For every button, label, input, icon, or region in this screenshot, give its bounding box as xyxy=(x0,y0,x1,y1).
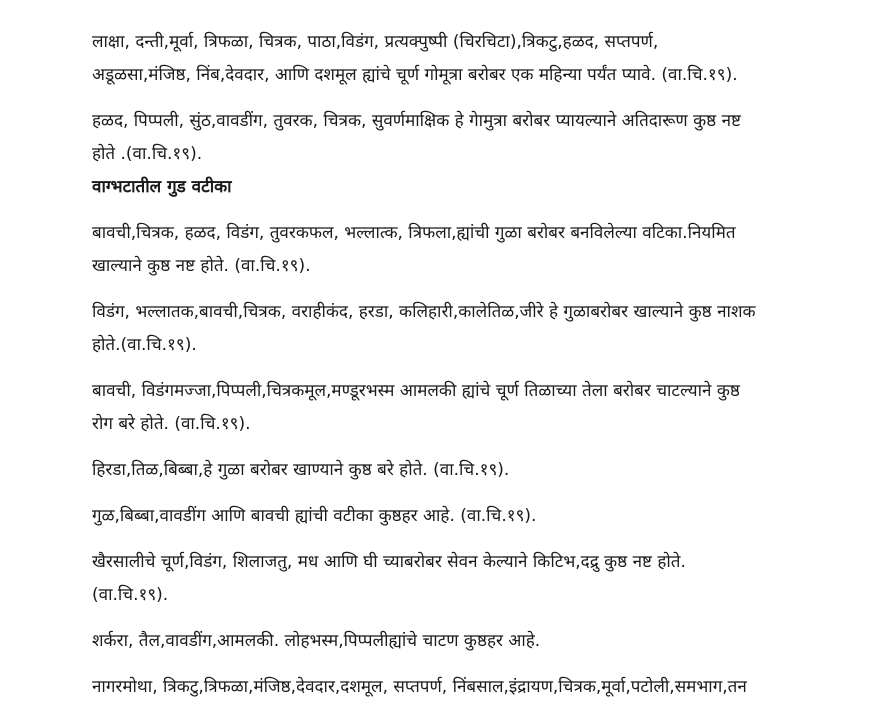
text-line: (वा.चि.१९). xyxy=(92,585,169,605)
section-heading: वाग्भटातील गुड वटीका xyxy=(92,177,232,197)
document-page xyxy=(92,26,792,717)
paragraph-8 xyxy=(92,546,792,612)
text-line: होते.(वा.चि.१९). xyxy=(92,335,197,355)
text-line: खैरसालीचे चूर्ण,विडंग, शिलाजतु, मध आणि घी च्याबरोबर सेवन केल्याने किटिभ,दद्रु कुष्ठ नष्ट होते. xyxy=(92,552,686,572)
text-line: नागरमोथा, त्रिकटु,त्रिफळा,मंजिष्ठ,देवदार,दशमूल, सप्तपर्ण, निंबसाल,इंद्रायण,चित्रक,मूर्वा,पटोली,समभाग,तन xyxy=(92,677,747,697)
text-line: हळद, पिप्पली, सुंठ,वावडींग, तुवरक, चित्रक, सुवर्णमाक्षिक हे गेामुत्रा बरोबर प्यायल्याने अतिदारूण कुष्ठ नष्ट xyxy=(92,111,741,131)
paragraph-6 xyxy=(92,454,792,487)
text-line: विडंग, भल्लातक,बावची,चित्रक, वराहीकंद, हरडा, कलिहारी,कालेतिळ,जीरे हे गुळाबरोबर खाल्याने कुष्ठ नाशक xyxy=(92,302,756,322)
text-line: खाल्याने कुष्ठ नष्ट होते. (वा.चि.१९). xyxy=(92,256,311,276)
paragraph-4 xyxy=(92,296,792,362)
paragraph-2 xyxy=(92,105,792,171)
text-line: गुळ,बिब्बा,वावडींग आणि बावची ह्यांची वटीका कुष्ठहर आहे. (वा.चि.१९). xyxy=(92,506,537,526)
paragraph-1 xyxy=(92,26,792,92)
text-line: रोग बरे होते. (वा.चि.१९). xyxy=(92,414,251,434)
text-line: अडूळसा,मंजिष्ठ, निंब,देवदार, आणि दशमूल ह्यांचे चूर्ण गोमूत्रा बरोबर एक महिन्या पर्यंत प्यावे. (वा.चि.१९). xyxy=(92,65,738,85)
text-line: बावची,चित्रक, हळद, विडंग, तुवरकफल, भल्लात्क, त्रिफला,ह्यांची गुळा बरोबर बनविलेल्या वटिका.नियमित xyxy=(92,223,736,243)
paragraph-10 xyxy=(92,671,792,704)
text-line: बावची, विडंगमज्जा,पिप्पली,चित्रकमूल,मण्डूरभस्म आमलकी ह्यांचे चूर्ण तिळाच्या तेला बरोबर चाटल्याने कुष्ठ xyxy=(92,381,740,401)
text-line: हिरडा,तिळ,बिब्बा,हे गुळा बरोबर खाण्याने कुष्ठ बरे होते. (वा.चि.१९). xyxy=(92,460,510,480)
text-line: लाक्षा, दन्ती,मूर्वा, त्रिफळा, चित्रक, पाठा,विडंग, प्रत्यक्पुष्पी (चिरचिटा),त्रिकटु,हळद, सप्तपर्ण, xyxy=(92,32,659,52)
paragraph-3 xyxy=(92,217,792,283)
paragraph-5 xyxy=(92,375,792,441)
text-line: शर्करा, तैल,वावडींग,आमलकी. लोहभस्म,पिप्पलीह्यांचे चाटण कुष्ठहर आहे. xyxy=(92,631,541,651)
text-line: होते .(वा.चि.१९). xyxy=(92,144,203,164)
paragraph-7 xyxy=(92,500,792,533)
paragraph-9 xyxy=(92,625,792,658)
